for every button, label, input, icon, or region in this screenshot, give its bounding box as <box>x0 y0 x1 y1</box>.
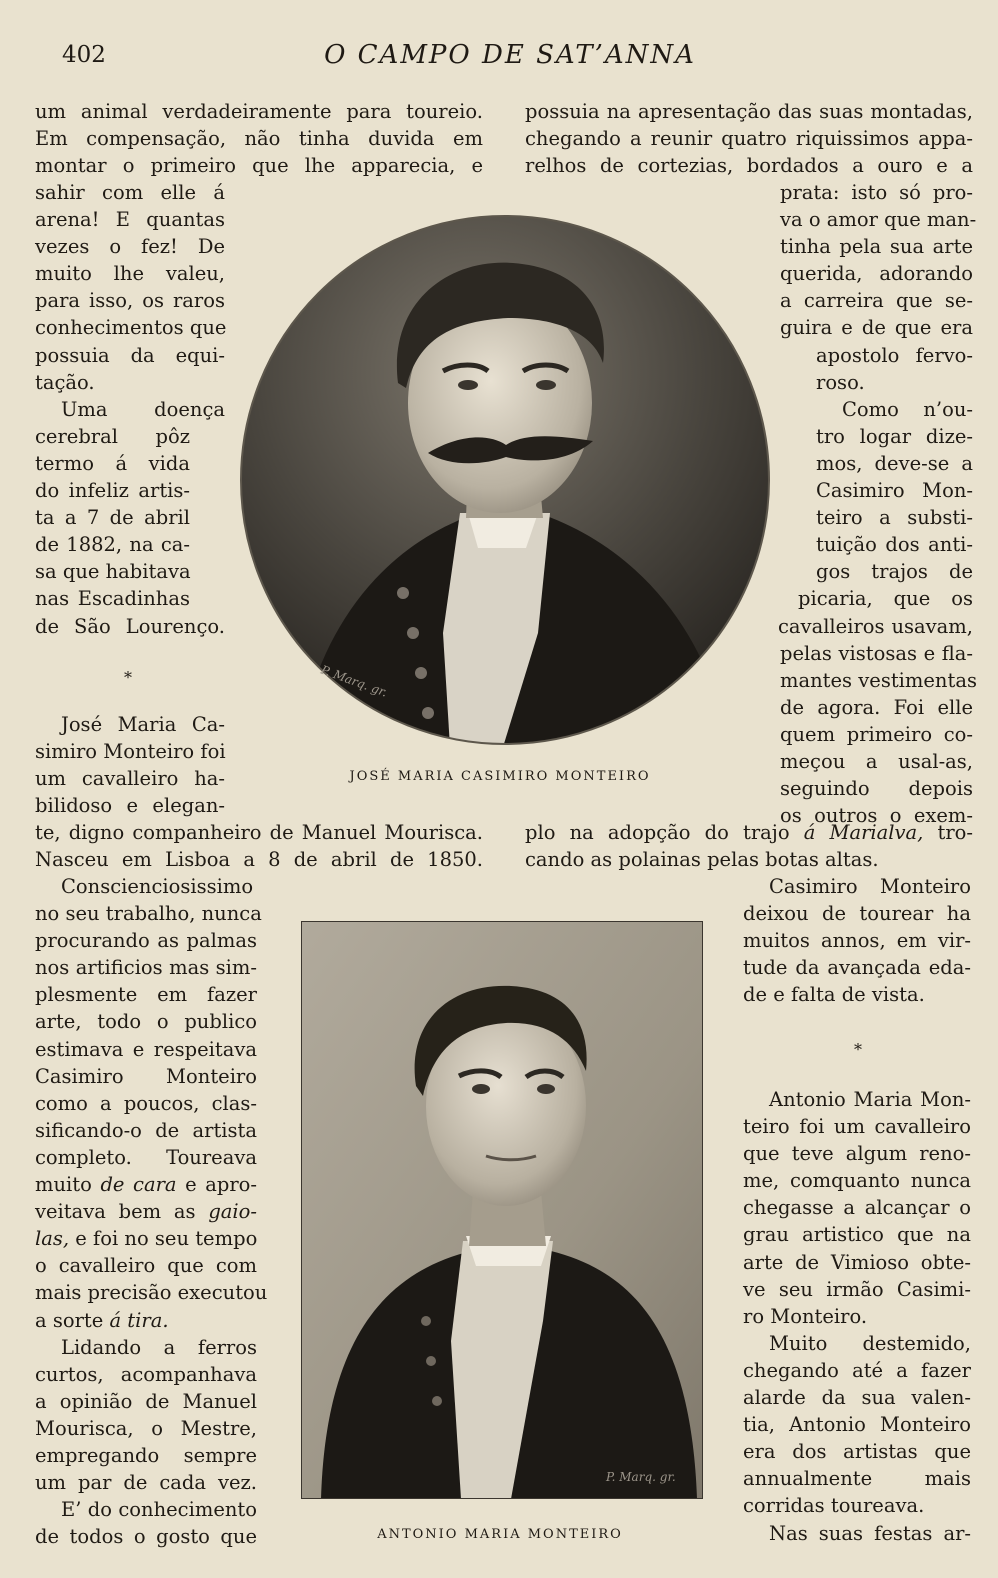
text-line: um par de cada vez. <box>35 1471 257 1495</box>
text-line: te, digno companheiro de Manuel Mourisca. <box>35 821 483 844</box>
text-line: nas Escadinhas <box>35 587 190 611</box>
text-line: de agora. Foi elle <box>780 695 973 719</box>
text-line: era dos artistas que <box>743 1440 971 1464</box>
text-line: alarde da sua valen- <box>743 1386 971 1410</box>
text-line: teiro foi um cavalleiro <box>743 1115 971 1139</box>
text-line: muito lhe valeu, <box>35 262 225 286</box>
right-column-lower <box>743 873 971 1008</box>
text-line: completo. Toureava <box>35 1145 257 1169</box>
caption-antonio: ANTONIO MARIA MONTEIRO <box>377 1527 623 1542</box>
running-head: O CAMPO DE SAT’ANNA <box>324 40 696 70</box>
text-line: chegasse a alcançar o <box>743 1196 971 1220</box>
text-line: procurando as palmas <box>35 929 257 953</box>
text-line: como a poucos, clas- <box>35 1091 257 1115</box>
text-line: corridas toureava. <box>743 1494 925 1518</box>
text-line: Casimiro Monteiro <box>35 1064 257 1088</box>
portrait-antonio-maria-monteiro <box>301 921 703 1499</box>
text-line: nos artificios mas sim- <box>35 956 257 980</box>
text-line: a opinião de Manuel <box>35 1389 257 1413</box>
text-line: possuia da equi- <box>35 343 225 367</box>
text-line: tude da avançada eda- <box>743 956 971 980</box>
text-line: montar o primeiro que lhe apparecia, e <box>35 154 483 178</box>
text-line: Uma doença <box>61 397 225 421</box>
text-line: me, comquanto nunca <box>743 1169 971 1193</box>
text-line: Conscienciosissimo <box>61 875 254 898</box>
text-line: a carreira que se- <box>780 289 973 313</box>
text-line: teiro a substi- <box>816 506 973 530</box>
text-line: simiro Monteiro foi <box>35 740 226 764</box>
page-number: 402 <box>62 42 106 68</box>
text-line: sa que habitava <box>35 560 191 584</box>
text-line: annualmente mais <box>743 1467 971 1491</box>
text-line: Antonio Maria Mon- <box>769 1088 971 1111</box>
text-line: um cavalleiro ha- <box>35 767 225 791</box>
text-line: José Maria Ca- <box>61 713 225 736</box>
text-line: mantes vestimentas <box>780 668 977 692</box>
text-line: Nas suas festas ar- <box>769 1521 971 1545</box>
text-line: arte de Vimioso obte- <box>743 1250 971 1274</box>
left-column-top <box>35 98 483 179</box>
text-line: querida, adorando <box>780 262 973 286</box>
text-line: ve seu irmão Casimi- <box>743 1277 971 1301</box>
left-column-jose <box>35 711 225 819</box>
text-line: tação. <box>35 370 95 394</box>
text-line: tuição dos anti- <box>816 533 973 557</box>
text-line: grau artistico que na <box>743 1223 971 1247</box>
text-line: las, e foi no seu tempo <box>35 1227 258 1251</box>
text-line: sahir com elle á <box>35 181 225 204</box>
right-column-top <box>525 98 973 179</box>
text-line: mos, deve-se a <box>816 451 973 475</box>
text-line: tia, Antonio Monteiro <box>743 1413 971 1437</box>
text-line: ro Monteiro. <box>743 1304 868 1328</box>
text-line: cando as polainas pelas botas altas. <box>525 848 879 872</box>
text-line: estimava e respeitava <box>35 1037 257 1061</box>
text-line: veitava bem as gaio- <box>35 1200 257 1224</box>
text-line: picaria, que os <box>798 587 973 611</box>
right-column-full <box>525 819 973 873</box>
text-line: apostolo fervo- <box>816 343 973 367</box>
text-line: cavalleiros usavam, <box>778 614 973 638</box>
text-line: muitos annos, em vir- <box>743 929 971 953</box>
text-line: que teve algum reno- <box>743 1142 971 1166</box>
text-line: de 1882, na ca- <box>35 533 190 557</box>
text-line: Lidando a ferros <box>61 1335 257 1359</box>
text-line: Casimiro Monteiro <box>769 875 971 898</box>
text-line: curtos, acompanhava <box>35 1362 257 1386</box>
text-line: plesmente em fazer <box>35 983 257 1007</box>
text-line: bilidoso e elegan- <box>35 794 225 818</box>
text-line: possuia na apresentação das suas montadas, <box>525 100 973 123</box>
text-line: prata: isto só pro- <box>780 181 973 204</box>
text-line: Nasceu em Lisboa a 8 de abril de 1850. <box>35 848 483 872</box>
text-line: termo á vida <box>35 451 190 475</box>
right-column-antonio <box>743 1086 971 1547</box>
section-asterisk: * <box>124 668 132 687</box>
text-line: quem primeiro co- <box>780 722 973 746</box>
text-line: guira e de que era <box>780 316 973 340</box>
text-line: gos trajos de <box>816 560 973 584</box>
text-line: relhos de cortezias, bordados a ouro e a <box>525 154 973 178</box>
text-line: seguindo depois <box>780 777 973 801</box>
text-line: de todos o gosto que <box>35 1525 257 1549</box>
text-line: Mourisca, o Mestre, <box>35 1416 257 1440</box>
portrait-jose-maria-casimiro-monteiro <box>238 213 772 747</box>
left-column-lower <box>35 873 268 1550</box>
text-line: tro logar dize- <box>816 424 973 448</box>
text-line: conhecimentos que <box>35 316 227 340</box>
text-line: para isso, os raros <box>35 289 225 313</box>
text-line: tinha pela sua arte <box>780 235 973 259</box>
text-line: mais precisão executou <box>35 1281 268 1305</box>
text-line: Casimiro Mon- <box>816 479 973 503</box>
text-line: de e falta de vista. <box>743 983 925 1007</box>
text-line: roso. <box>816 370 865 394</box>
text-line: ta a 7 de abril <box>35 506 190 530</box>
text-line: meçou a usal-as, <box>780 749 973 773</box>
text-line: muito de cara e apro- <box>35 1173 257 1197</box>
left-column-upper <box>35 179 225 640</box>
text-line: sificando-o de artista <box>35 1118 257 1142</box>
left-column-full <box>35 819 483 873</box>
text-line: chegando a reunir quatro riquissimos appa- <box>525 127 973 151</box>
caption-jose: JOSÉ MARIA CASIMIRO MONTEIRO <box>349 769 651 784</box>
text-line: um animal verdadeiramente para toureio. <box>35 100 483 123</box>
text-line: vezes o fez! De <box>35 235 225 259</box>
engraver-signature: P. Marq. gr. <box>318 662 390 700</box>
text-line: pelas vistosas e fla- <box>780 641 973 665</box>
text-line: va o amor que man- <box>780 208 977 232</box>
text-line: no seu trabalho, nunca <box>35 902 262 926</box>
engraver-signature: P. Marq. gr. <box>606 1470 676 1484</box>
section-asterisk: * <box>854 1040 862 1059</box>
text-line: cerebral pôz <box>35 424 190 448</box>
text-line: o cavalleiro que com <box>35 1254 257 1278</box>
text-line: deixou de tourear ha <box>743 902 971 926</box>
text-line: Em compensação, não tinha duvida em <box>35 127 483 151</box>
text-line: chegando até a fazer <box>743 1358 971 1382</box>
text-line: a sorte á tira. <box>35 1308 169 1332</box>
text-line: arte, todo o publico <box>35 1010 257 1034</box>
text-line: de São Lourenço. <box>35 614 225 638</box>
text-line: arena! E quantas <box>35 208 225 232</box>
text-line: empregando sempre <box>35 1443 257 1467</box>
text-line: Como n’ou- <box>842 397 973 421</box>
right-column-upper <box>778 179 977 829</box>
text-line: do infeliz artis- <box>35 479 190 503</box>
text-line: os outros o exem- <box>780 804 973 828</box>
text-line: Muito destemido, <box>769 1331 971 1355</box>
text-line: E’ do conhecimento <box>61 1498 257 1522</box>
text-line: plo na adopção do trajo á Marialva, tro- <box>525 821 973 844</box>
